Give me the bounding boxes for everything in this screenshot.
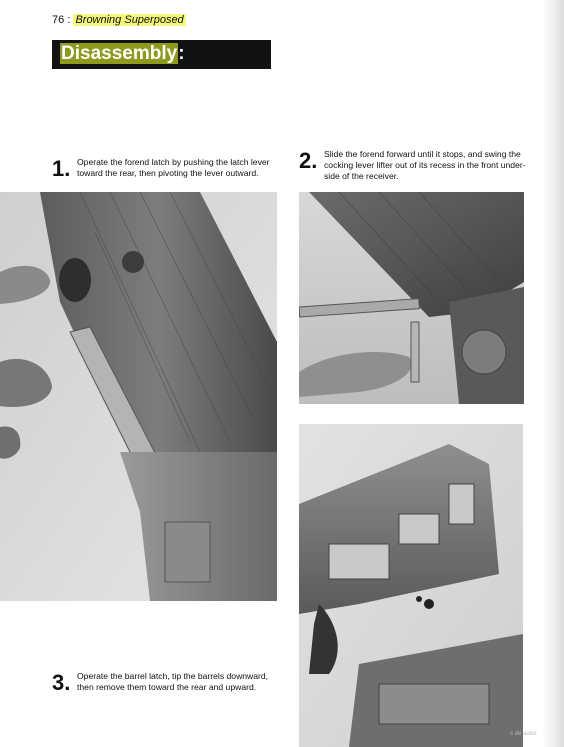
running-header — [52, 14, 186, 26]
step-number-2: 2. — [299, 148, 318, 173]
forend-latch-photo — [0, 192, 277, 601]
section-title-text: Disassembly — [61, 43, 178, 64]
section-title-bar — [52, 40, 271, 69]
step-number-1: 1. — [52, 156, 71, 181]
page-number: 76 — [52, 14, 65, 26]
page-gutter-shadow — [542, 0, 564, 747]
step-3-line-1: Operate the barrel latch, tip the barrels downward, — [77, 671, 269, 681]
step-number-3: 3. — [52, 670, 71, 695]
step-text-3 — [77, 671, 268, 693]
step-1-line-2: toward the rear, then pivoting the lever outward. — [77, 168, 259, 178]
step-2-line-3: side of the receiver. — [324, 171, 399, 181]
cocking-lever-photo — [299, 192, 524, 404]
step-2-line-2: cocking lever lifter out of its recess in the front under- — [324, 160, 526, 170]
step-1-line-1: Operate the forend latch by pushing the latch lever — [77, 157, 270, 167]
section-title-colon: : — [178, 43, 185, 64]
step-3-line-2: then remove them toward the rear and upward. — [77, 682, 257, 692]
step-text-1 — [77, 157, 270, 179]
watermark: s de autor — [510, 731, 537, 737]
step-2-line-1: Slide the forend forward until it stops, and swing the — [324, 149, 521, 159]
barrel-removal-photo — [299, 424, 523, 747]
book-title: Browning Superposed — [75, 14, 184, 26]
header-separator: : — [67, 14, 71, 26]
step-text-2 — [324, 149, 526, 182]
section-title — [60, 43, 185, 65]
